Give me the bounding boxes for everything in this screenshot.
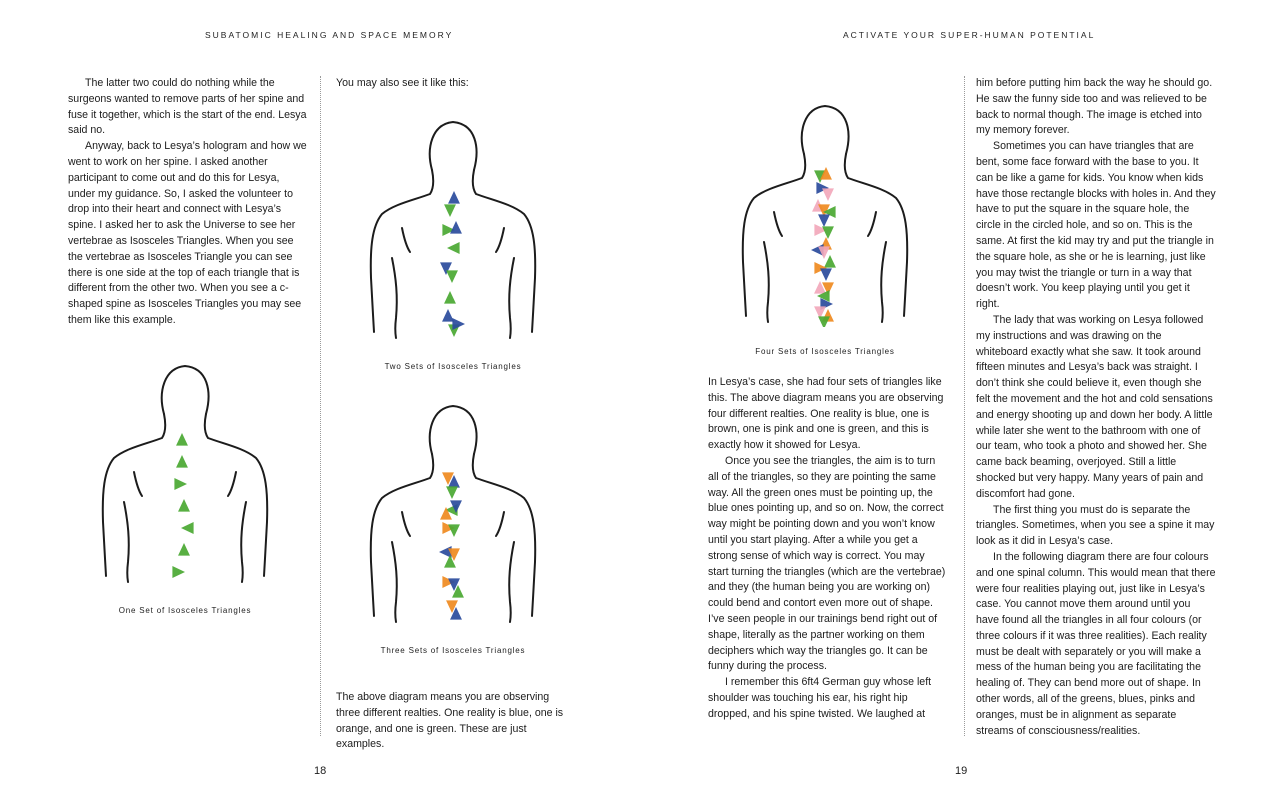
paragraph: In Lesya’s case, she had four sets of triangles like this. The above diagram means you are observing four different realties. One reality is blue, one is brown, one is pink and one is green, and this is exactly how it showed for Lesya. — [708, 376, 944, 452]
paragraph: Sometimes you can have triangles that are bent, some face forward with the base to you. It can be like a game for kids. You know when kids have those rectangle blocks with holes in. And they have to put the square in the square hole, the circle in the circled hole, and so on. This is the same. At first the kid may try and put the triangle in the square hole, as she or he is learning, just like you may twist the triangle or turn in a way that doesn’t work. You keep playing until you get it right. — [976, 140, 1216, 311]
right-column-1 — [708, 375, 948, 723]
blue-vertebra-triangle — [448, 191, 460, 204]
column-divider — [964, 76, 965, 736]
paragraph: You may also see it like this: — [336, 77, 469, 89]
body-outline — [371, 454, 434, 616]
green-vertebra-triangle — [176, 433, 188, 446]
left-running-head: SUBATOMIC HEALING AND SPACE MEMORY — [205, 30, 454, 40]
green-vertebra-triangle — [448, 524, 460, 537]
body-outline — [103, 414, 166, 576]
body-outline — [162, 366, 209, 414]
green-vertebra-triangle — [176, 455, 188, 468]
paragraph: The lady that was working on Lesya followed my instructions and was drawing on the whiteboard exactly what she saw. It took around fifteen minutes and Lesya’s back was straight. I don’t think she could believe it, even though she felt the movement and the hot and cold sensations and energy shooting up and down her body. A little while later she went to the bathroom with one of our team, who took a photo and showed her. She came back beaming, overjoyed. Still a little shocked but very happy. Many years of pain and discomfort had gone. — [976, 313, 1213, 500]
body-outline — [430, 406, 477, 454]
body-outline — [496, 228, 504, 252]
body-outline — [402, 512, 410, 536]
green-vertebra-triangle — [824, 255, 836, 268]
figure-caption: One Set of Isosceles Triangles — [118, 606, 252, 615]
blue-vertebra-triangle — [820, 268, 832, 281]
body-outline — [392, 258, 397, 338]
green-vertebra-triangle — [446, 270, 458, 283]
right-page — [640, 0, 1280, 800]
paragraph: Once you see the triangles, the aim is to turn all of the triangles, so they are pointing the same way. All the green ones must be pointing up, the blue ones pointing up, and so on. Now, the correct way might be pointing down and you won’t know until you start playing. After a while you get a strong sense of which way is correct. You may start turning the triangles (which are the vertebrae) and they (the human being you are working on) could bend and contort even more out of shape. I’ve seen people in our trainings bend right out of shape, literally as the partner working on them deciphers which way the triangles go. It can be funny during the process. — [708, 454, 946, 673]
page-number: 18 — [314, 765, 327, 777]
right-running-head: ACTIVATE YOUR SUPER-HUMAN POTENTIAL — [843, 30, 1096, 40]
paragraph: In the following diagram there are four colours and one spinal column. This would mean that there were four realities playing out, just like in Lesya’s case. You cannot move them around until you have found all the triangles in all four colours (or three colours if it was three realities). Each reality must be dealt with separately or you will make a mess of the human being you are facilitating the healing of. They can bend more out of shape. In other words, all of the greens, blues, pinks and oranges, must be in alignment as separate streams of consciousness/realities. — [976, 550, 1216, 737]
body-outline — [241, 502, 246, 582]
back-diagram-four-sets — [740, 102, 910, 327]
paragraph: The latter two could do nothing while the surgeons wanted to remove parts of her spine and fuse it together, which is the start of the end. Lesya said no. — [68, 77, 307, 137]
body-outline — [868, 212, 876, 236]
back-diagram-three-sets — [368, 402, 538, 627]
body-outline — [473, 170, 536, 332]
body-outline — [802, 106, 849, 154]
pink-vertebra-triangle — [822, 188, 834, 201]
green-vertebra-triangle — [174, 478, 187, 490]
figure-three-sets — [368, 402, 538, 627]
paragraph: The above diagram means you are observing three different realties. One reality is blue, one is orange, and one is green. These are just examples. — [336, 691, 564, 751]
green-vertebra-triangle — [178, 543, 190, 556]
green-vertebra-triangle — [444, 291, 456, 304]
paragraph: him before putting him back the way he should go. He saw the funny side too and was relieved to be back to normal though. The image is etched into my memory forever. — [976, 77, 1213, 137]
body-outline — [764, 242, 769, 322]
body-outline — [430, 122, 477, 170]
body-outline — [228, 472, 236, 496]
body-outline — [881, 242, 886, 322]
body-outline — [124, 502, 129, 582]
body-outline — [509, 258, 514, 338]
green-vertebra-triangle — [181, 522, 194, 534]
figure-caption: Three Sets of Isosceles Triangles — [380, 646, 526, 655]
back-diagram-two-sets — [368, 118, 538, 343]
blue-vertebra-triangle — [450, 221, 462, 234]
figure-caption: Four Sets of Isosceles Triangles — [755, 347, 895, 356]
right-column-2 — [976, 76, 1216, 739]
blue-vertebra-triangle — [442, 309, 454, 322]
left-column-2 — [336, 76, 576, 92]
left-column-1 — [68, 76, 308, 329]
body-outline — [402, 228, 410, 252]
paragraph: Anyway, back to Lesya’s hologram and how we went to work on her spine. I asked another participant to come out and do this for Lesya, under my guidance. So, I asked the volunteer to drop into their heart and connect with Lesya’s spine. I asked her to ask the Universe to see her vertebrae as Isosceles Triangles. When you see the vertebrae as Isosceles Triangle you can see there is one side at the top of each triangle that is different from the other two. When you see a c-shaped spine as Isosceles Triangles you may see them like this example. — [68, 140, 307, 326]
figure-four-sets — [740, 102, 910, 327]
green-vertebra-triangle — [172, 566, 185, 578]
back-diagram-one-set — [100, 362, 270, 587]
body-outline — [743, 154, 806, 316]
page-number: 19 — [955, 765, 968, 777]
column-divider — [320, 76, 321, 736]
body-outline — [774, 212, 782, 236]
green-vertebra-triangle — [446, 486, 458, 499]
green-vertebra-triangle — [178, 499, 190, 512]
green-vertebra-triangle — [818, 316, 830, 327]
figure-caption: Two Sets of Isosceles Triangles — [384, 362, 522, 371]
body-outline — [392, 542, 397, 622]
body-outline — [509, 542, 514, 622]
green-vertebra-triangle — [444, 204, 456, 217]
blue-vertebra-triangle — [452, 318, 465, 330]
body-outline — [845, 154, 908, 316]
body-outline — [134, 472, 142, 496]
green-vertebra-triangle — [447, 242, 460, 254]
paragraph: I remember this 6ft4 German guy whose left shoulder was touching his ear, his right hip dropped, and his spine twisted. We laughed at — [708, 676, 932, 720]
figure-two-sets — [368, 118, 538, 343]
paragraph: The first thing you must do is separate the triangles. Sometimes, when you see a spine it may look as it did in Lesya’s case. — [976, 503, 1215, 548]
blue-vertebra-triangle — [818, 214, 830, 227]
body-outline — [473, 454, 536, 616]
green-vertebra-triangle — [822, 226, 834, 239]
body-outline — [205, 414, 268, 576]
body-outline — [371, 170, 434, 332]
body-outline — [496, 512, 504, 536]
figure-one-set — [100, 362, 270, 587]
